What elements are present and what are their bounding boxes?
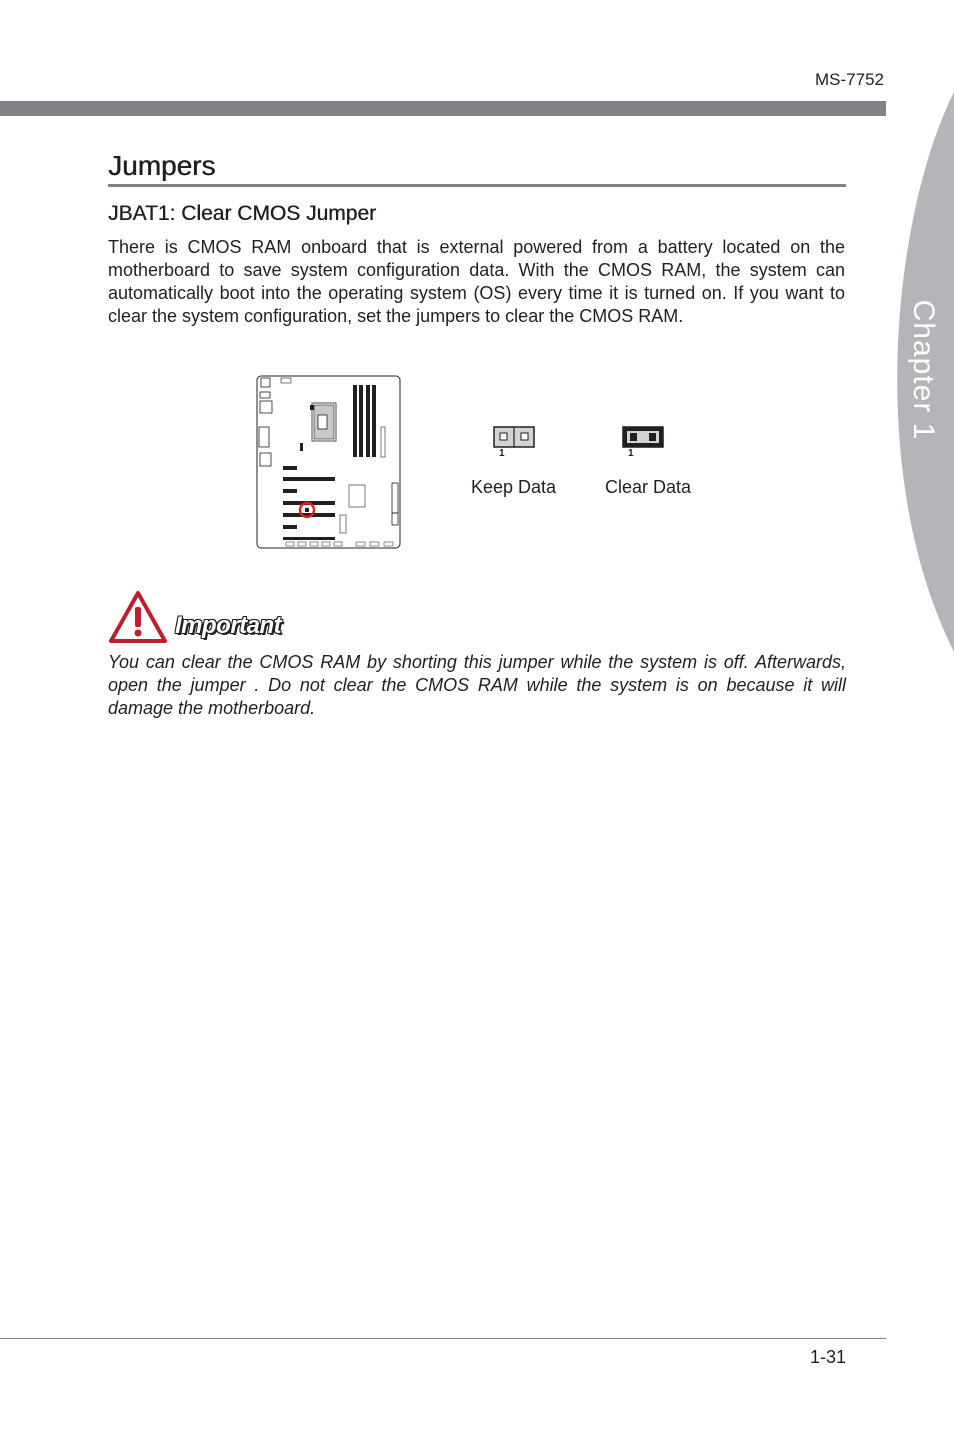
sub-title: JBAT1: Clear CMOS Jumper bbox=[108, 202, 377, 225]
clear-data-caption: Clear Data bbox=[605, 477, 692, 497]
page-number: 1-31 bbox=[809, 1347, 846, 1367]
section-title: Jumpers bbox=[108, 150, 216, 181]
warning-icon bbox=[108, 590, 168, 644]
keep-pin-one: 1 bbox=[499, 448, 505, 459]
model-number: MS-7752 bbox=[815, 70, 884, 89]
important-label: Important bbox=[175, 612, 282, 639]
keep-data-caption: Keep Data bbox=[471, 477, 557, 497]
chapter-label: Chapter 1 bbox=[907, 299, 940, 441]
body-paragraph: There is CMOS RAM onboard that is external powered from a battery located on the motherboard to save system configuration data. With the CMOS RAM, the system can automatically boot into the operating system (OS) every time it is turned on. If you want to clear the system configuration, set the jumpers to clear the CMOS RAM. bbox=[108, 237, 845, 326]
footer-divider bbox=[0, 1338, 886, 1339]
section-divider bbox=[108, 184, 846, 187]
header-bar bbox=[0, 101, 886, 116]
clear-pin-one: 1 bbox=[628, 448, 634, 459]
important-note: You can clear the CMOS RAM by shorting this jumper while the system is off. Afterwards, open the jumper . Do not clear the CMOS RAM while the system is on because it will damage the motherboard. bbox=[108, 652, 846, 718]
motherboard-diagram bbox=[256, 375, 402, 551]
